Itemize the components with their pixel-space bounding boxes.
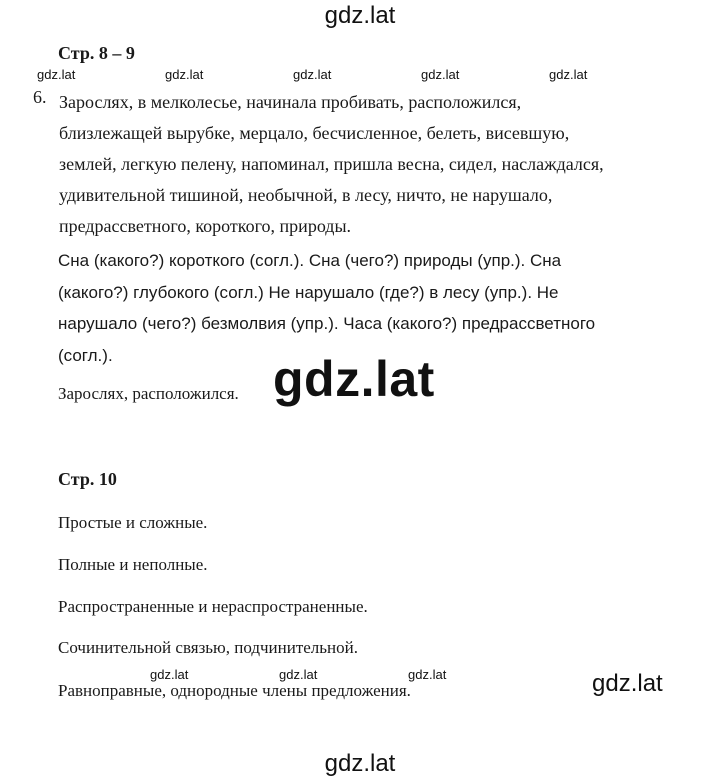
item-line: предрассветного, короткого, природы. bbox=[59, 216, 352, 236]
answer-line: Сочинительной связью, подчинительной. bbox=[58, 638, 358, 657]
section-heading-p8-9: Стр. 8 – 9 bbox=[58, 43, 135, 63]
analysis-line: (согл.). bbox=[58, 345, 113, 365]
final-line: Зарослях, расположился. bbox=[58, 384, 239, 403]
watermark-top: gdz.lat bbox=[324, 2, 396, 29]
watermark-small: gdz.lat bbox=[150, 667, 189, 682]
watermark-bottom: gdz.lat bbox=[324, 750, 396, 777]
section-heading-p10: Стр. 10 bbox=[58, 469, 117, 489]
analysis-line: Сна (какого?) короткого (согл.). Сна (чего?) природы (упр.). Сна bbox=[58, 251, 562, 270]
watermark-small: gdz.lat bbox=[293, 67, 332, 82]
watermark-right: gdz.lat bbox=[592, 670, 663, 697]
item-line: землей, легкую пелену, напоминал, пришла весна, сидел, наслаждался, bbox=[59, 154, 604, 174]
answer-line: Полные и неполные. bbox=[58, 555, 208, 574]
watermark-small: gdz.lat bbox=[37, 67, 76, 82]
analysis-line: нарушало (чего?) безмолвия (упр.). Часа (какого?) предрассветного bbox=[58, 314, 596, 333]
watermark-large: gdz.lat bbox=[273, 351, 435, 407]
watermark-small: gdz.lat bbox=[165, 67, 204, 82]
answer-line: Равноправные, однородные члены предложения. bbox=[58, 681, 411, 700]
watermark-small: gdz.lat bbox=[279, 667, 318, 682]
item-number: 6. bbox=[33, 87, 47, 107]
analysis-line: (какого?) глубокого (согл.) Не нарушало (где?) в лесу (упр.). Не bbox=[58, 282, 559, 302]
item-line: близлежащей вырубке, мерцало, бесчисленное, белеть, висевшую, bbox=[59, 123, 570, 143]
watermark-small: gdz.lat bbox=[408, 667, 447, 682]
watermark-small: gdz.lat bbox=[549, 67, 588, 82]
watermark-small: gdz.lat bbox=[421, 67, 460, 82]
answer-line: Распространенные и нераспространенные. bbox=[58, 597, 368, 616]
answer-line: Простые и сложные. bbox=[58, 513, 208, 532]
item-text bbox=[59, 87, 699, 242]
item-line: удивительной тишиной, необычной, в лесу, ничто, не нарушало, bbox=[59, 185, 553, 205]
item-line: Зарослях, в мелколесье, начинала пробивать, расположился, bbox=[59, 92, 522, 112]
